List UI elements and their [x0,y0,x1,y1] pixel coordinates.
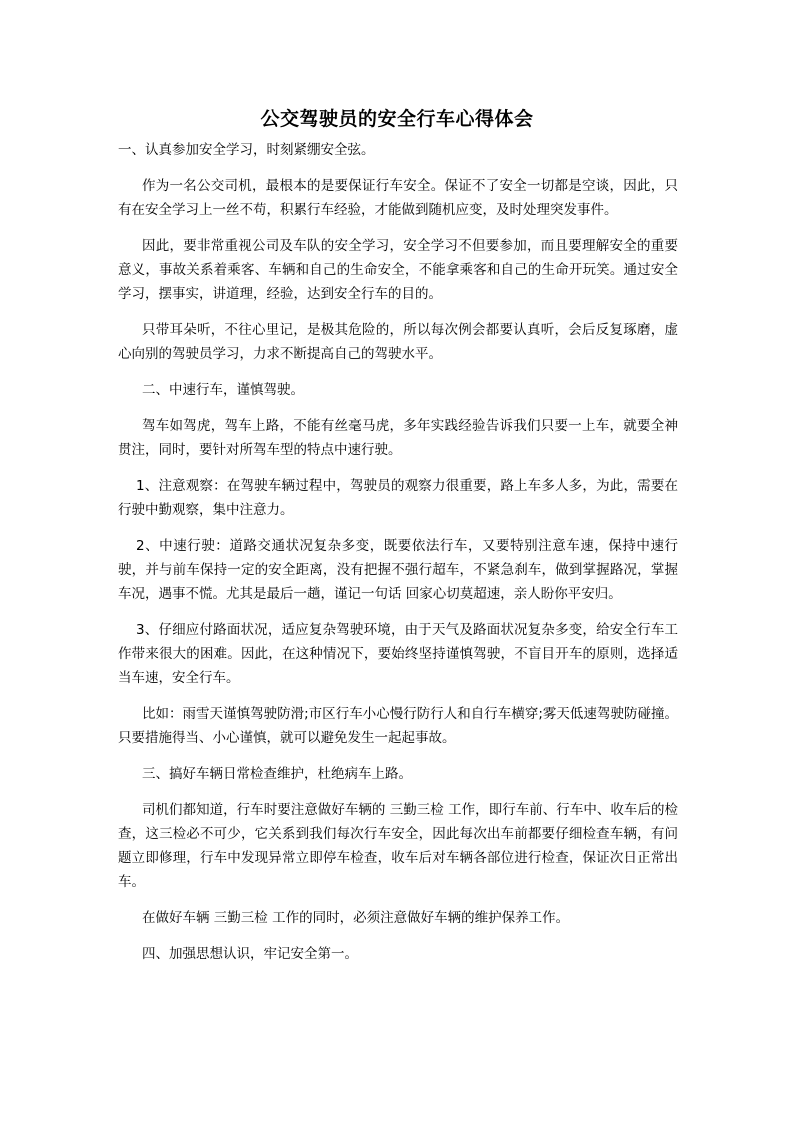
list-item: 1、注意观察：在驾驶车辆过程中，驾驶员的观察力很重要，路上车多人多，为此，需要在行驶中勤观察，集中注意力。 [118,478,678,518]
paragraph: 司机们都知道，行车时要注意做好车辆的 三勤三检 工作，即行车前、行车中、收车后的检查，这三检必不可少，它关系到我们每次行车安全，因此每次出车前都要仔细检查车辆，有问题立即修理，行车中发现异常立即停车检查，收车后对车辆各部位进行检查，保证次日正常出车。 [118,802,678,890]
paragraph: 只带耳朵听，不往心里记，是极其危险的，所以每次例会都要认真听，会后反复琢磨，虚心向别的驾驶员学习，力求不断提高自己的驾驶水平。 [118,322,678,362]
paragraph: 比如：雨雪天谨慎驾驶防滑;市区行车小心慢行防行人和自行车横穿;雾天低速驾驶防碰撞。只要措施得当、小心谨慎，就可以避免发生一起起事故。 [118,706,678,746]
paragraph: 作为一名公交司机，最根本的是要保证行车安全。保证不了安全一切都是空谈，因此，只有在安全学习上一丝不苟，积累行车经验，才能做到随机应变，及时处理突发事件。 [118,178,678,218]
list-item: 3、仔细应付路面状况，适应复杂驾驶环境，由于天气及路面状况复杂多变，给安全行车工作带来很大的困难。因此，在这种情况下，要始终坚持谨慎驾驶，不盲目开车的原则，选择适当车速，安全行车。 [118,622,678,686]
paragraph: 在做好车辆 三勤三检 工作的同时，必须注意做好车辆的维护保养工作。 [142,910,570,926]
section-heading-4: 四、加强思想认识，牢记安全第一。 [142,946,358,962]
paragraph: 因此，要非常重视公司及车队的安全学习，安全学习不但要参加，而且要理解安全的重要意义，事故关系着乘客、车辆和自己的生命安全，不能拿乘客和自己的生命开玩笑。通过安全学习，摆事实，讲道理，经验，达到安全行车的目的。 [118,238,678,302]
document-title: 公交驾驶员的安全行车心得体会 [260,108,534,130]
list-item: 2、中速行驶：道路交通状况复杂多变，既要依法行车，又要特别注意车速，保持中速行驶，并与前车保持一定的安全距离，没有把握不强行超车，不紧急刹车，做到掌握路况，掌握车况，遇事不慌。尤其是最后一趟，谨记一句话 回家心切莫超速，亲人盼你平安归。 [118,538,678,602]
section-heading-1: 一、认真参加安全学习，时刻紧绷安全弦。 [118,142,375,158]
paragraph: 驾车如驾虎，驾车上路，不能有丝毫马虎，多年实践经验告诉我们只要一上车，就要全神贯注，同时，要针对所驾车型的特点中速行驶。 [118,418,678,458]
section-heading-2: 二、中速行车，谨慎驾驶。 [142,382,304,398]
document-body [118,138,678,966]
section-heading-3: 三、搞好车辆日常检查维护，杜绝病车上路。 [142,766,412,782]
